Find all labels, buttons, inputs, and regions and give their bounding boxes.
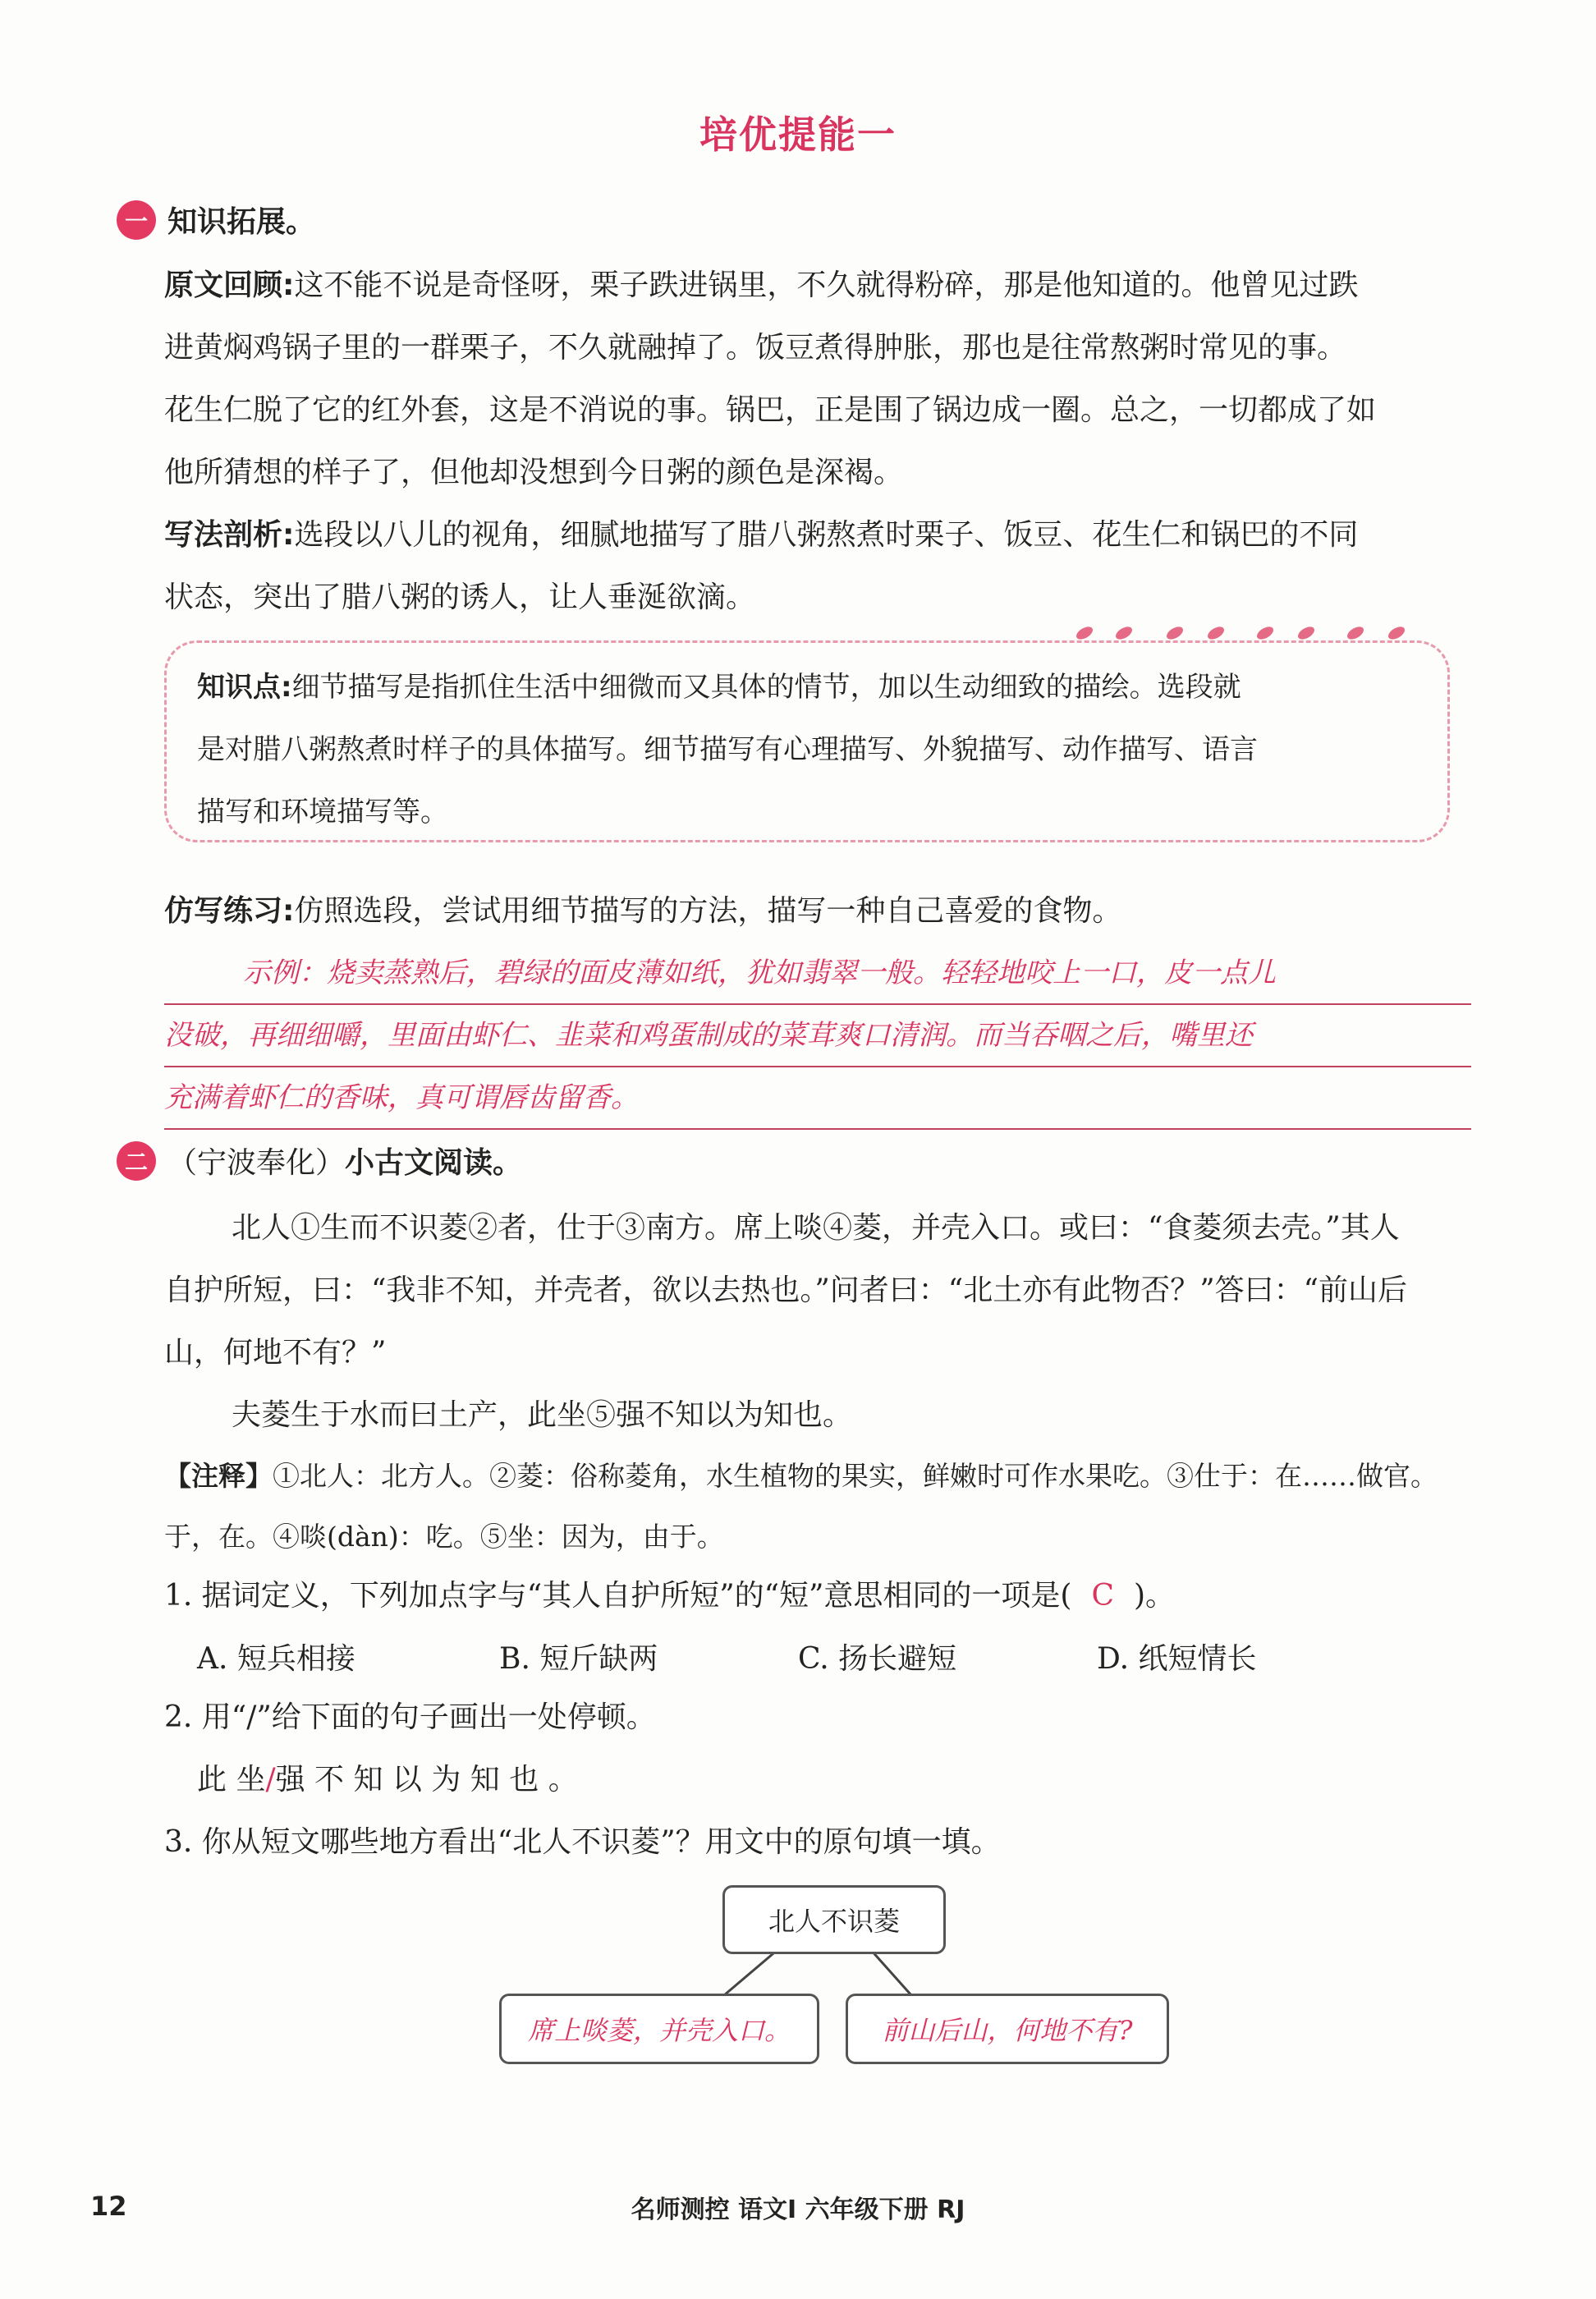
- connector-left: [724, 1949, 778, 1995]
- passage-line-3: 山，何地不有？”: [164, 1336, 387, 1370]
- diagram-top-box: 北人不识菱: [722, 1885, 946, 1954]
- answer-line-3: 充满着虾仁的香味，真可谓唇齿留香。: [164, 1067, 1471, 1130]
- connector-right: [870, 1949, 911, 1995]
- passage-line-4: 夫菱生于水而曰土产，此坐⑤强不知以为知也。: [232, 1398, 853, 1432]
- notes-line-1: 【注释】①北人：北方人。②菱：俗称菱角，水生植物的果实，鲜嫩时可作水果吃。③仕于：在……做官。: [164, 1460, 1438, 1492]
- answer-line-1: 示例：烧卖蒸熟后，碧绿的面皮薄如纸，犹如翡翠一般。轻轻地咬上一口，皮一点儿: [164, 943, 1471, 1005]
- analysis-label: 写法剖析:: [164, 518, 295, 552]
- knowledge-label: 知识点:: [197, 671, 292, 704]
- q1-option-b: B. 短斤缺两: [499, 1642, 658, 1676]
- practice-prompt: 仿写练习:仿照选段，尝试用细节描写的方法，描写一种自己喜爱的食物。: [164, 894, 1122, 928]
- page-number: 12: [90, 2191, 127, 2222]
- diagram-left-box: 席上啖菱，并壳入口。: [499, 1994, 819, 2064]
- q1-answer: C: [1091, 1579, 1115, 1613]
- section-2-badge: 二: [117, 1141, 156, 1181]
- knowledge-line-2: 是对腊八粥熬煮时样子的具体描写。细节描写有心理描写、外貌描写、动作描写、语言: [197, 733, 1258, 766]
- knowledge-line-3: 描写和环境描写等。: [197, 796, 448, 828]
- page-title: 培优提能一: [699, 112, 897, 157]
- analysis-line-2: 状态，突出了腊八粥的诱人，让人垂涎欲滴。: [164, 580, 756, 614]
- section-2-source: （宁波奉化）: [167, 1146, 346, 1180]
- review-line-4: 他所猜想的样子了，但他却没想到今日粥的颜色是深褐。: [164, 456, 904, 489]
- question-2: 2. 用“/”给下面的句子画出一处停顿。: [164, 1700, 656, 1734]
- question-3: 3. 你从短文哪些地方看出“北人不识菱”？用文中的原句填一填。: [164, 1825, 1001, 1859]
- passage-line-1: 北人①生而不识菱②者，仕于③南方。席上啖④菱，并壳入口。或曰：“食菱须去壳。”其人: [232, 1211, 1400, 1245]
- section-2-title: 小古文阅读。: [345, 1146, 523, 1180]
- notes-line-2: 于，在。④啖(dàn)：吃。⑤坐：因为，由于。: [164, 1521, 724, 1553]
- q2-sentence: 此 坐/强 不 知 以 为 知 也 。: [197, 1763, 578, 1797]
- notes-label: 【注释】: [164, 1460, 273, 1492]
- review-line-3: 花生仁脱了它的红外套，这是不消说的事。锅巴，正是围了锅边成一圈。总之，一切都成了如: [164, 393, 1377, 427]
- diagram-right-box: 前山后山，何地不有?: [846, 1994, 1169, 2064]
- section-1-badge: 一: [117, 200, 156, 240]
- question-1: 1. 据词定义，下列加点字与“其人自护所短”的“短”意思相同的一项是( C )。: [164, 1579, 1176, 1613]
- q1-option-a: A. 短兵相接: [197, 1642, 355, 1676]
- answer-line-2: 没破，再细细嚼，里面由虾仁、韭菜和鸡蛋制成的菜茸爽口清润。而当吞咽之后，嘴里还: [164, 1005, 1471, 1067]
- review-line-2: 进黄焖鸡锅子里的一群栗子，不久就融掉了。饭豆煮得肿胀，那也是往常熬粥时常见的事。: [164, 331, 1347, 365]
- passage-line-2: 自护所短，曰：“我非不知，并壳者，欲以去热也。”问者曰：“北土亦有此物否？”答曰：“前山后: [164, 1273, 1408, 1307]
- practice-label: 仿写练习:: [164, 894, 295, 928]
- review-label: 原文回顾:: [164, 268, 295, 302]
- q1-option-d: D. 纸短情长: [1097, 1642, 1257, 1676]
- section-1-title: 知识拓展。: [167, 205, 316, 239]
- review-line-1: 原文回顾:这不能不说是奇怪呀，栗子跌进锅里，不久就得粉碎，那是他知道的。他曾见过跌: [164, 268, 1359, 302]
- q1-option-c: C. 扬长避短: [798, 1642, 957, 1676]
- analysis-line-1: 写法剖析:选段以八儿的视角，细腻地描写了腊八粥熬煮时栗子、饭豆、花生仁和锅巴的不同: [164, 518, 1359, 552]
- knowledge-line-1: 知识点:细节描写是指抓住生活中细微而又具体的情节，加以生动细致的描绘。选段就: [197, 671, 1241, 704]
- q2-slash: /: [265, 1763, 276, 1797]
- footer-book-info: 名师测控 语文Ⅰ 六年级下册 RJ: [631, 2196, 965, 2224]
